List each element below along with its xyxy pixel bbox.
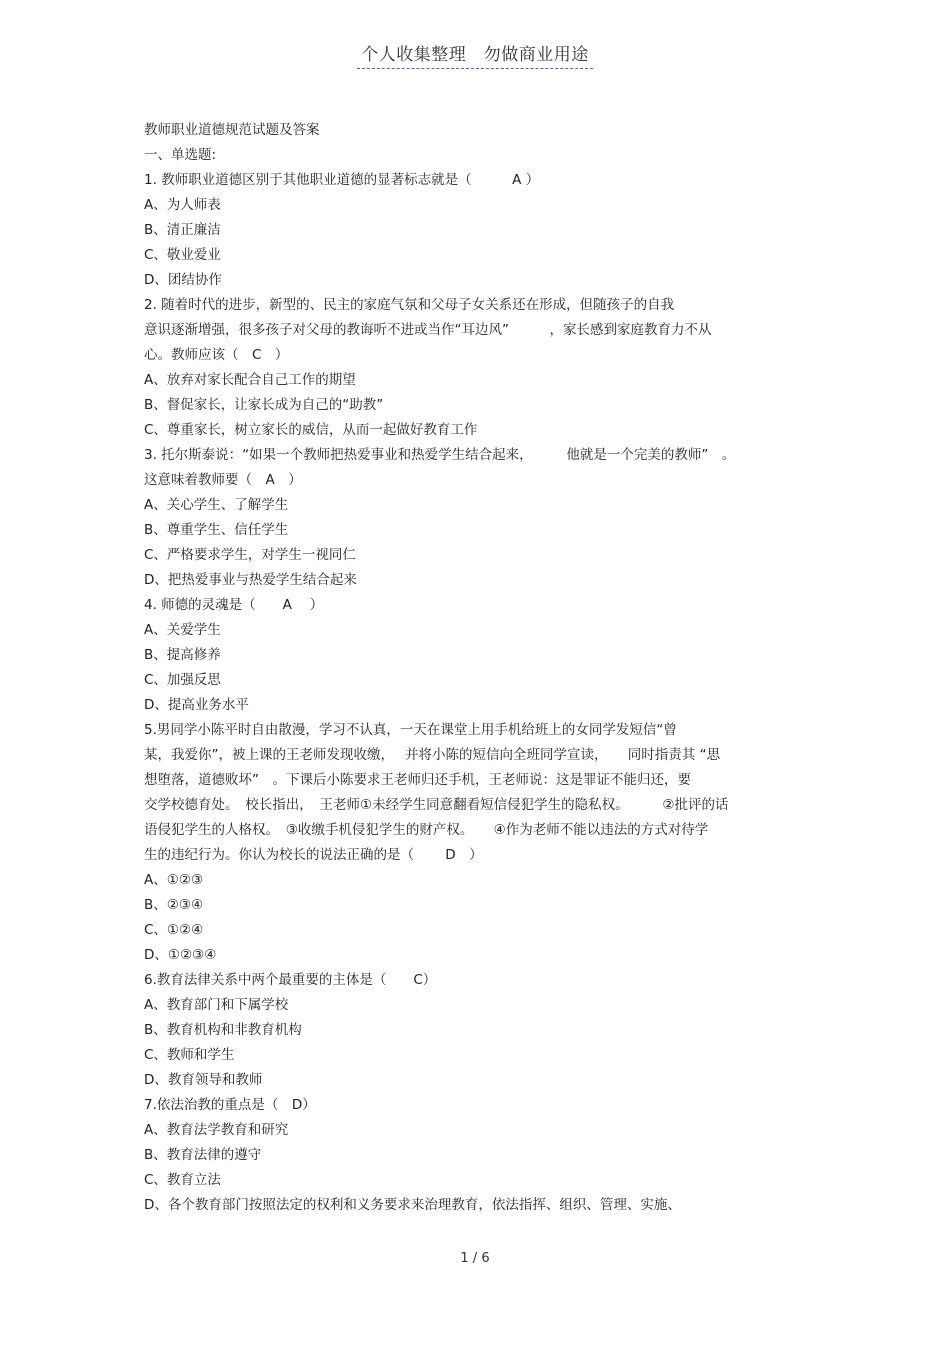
- document-body: [144, 118, 824, 1218]
- text-line: A、放弃对家长配合自己工作的期望: [144, 372, 356, 388]
- text-line: D、把热爱事业与热爱学生结合起来: [144, 572, 357, 588]
- text-line: D、各个教育部门按照法定的权利和义务要求来治理教育，依法指挥、组织、管理、实施、: [144, 1197, 681, 1213]
- text-line: A、关心学生、了解学生: [144, 497, 289, 513]
- text-line: B、清正廉洁: [144, 222, 221, 238]
- page-header: [0, 40, 950, 65]
- text-line: 3. 托尔斯泰说：“如果一个教师把热爱事业和热爱学生结合起来， 他就是一个完美的教师” 。: [144, 447, 736, 463]
- text-line: 语侵犯学生的人格权。 ③收缴手机侵犯学生的财产权。 ④作为老师不能以违法的方式对待学: [144, 822, 709, 838]
- text-line: C、教育立法: [144, 1172, 221, 1188]
- text-line: 7.依法治教的重点是（ D）: [144, 1097, 316, 1113]
- text-line: 6.教育法律关系中两个最重要的主体是（ C）: [144, 972, 437, 988]
- text-line: C、加强反思: [144, 672, 221, 688]
- text-line: 教师职业道德规范试题及答案: [144, 122, 320, 138]
- text-line: D、教育领导和教师: [144, 1072, 263, 1088]
- text-line: D、团结协作: [144, 272, 222, 288]
- text-line: 一、单选题:: [144, 147, 217, 163]
- text-line: C、严格要求学生，对学生一视同仁: [144, 547, 356, 563]
- text-line: C、①②④: [144, 922, 204, 938]
- text-line: 某，我爱你”，被上课的王老师发现收缴， 并将小陈的短信向全班同学宣读， 同时指责其 “思: [144, 747, 721, 763]
- text-line: B、尊重学生、信任学生: [144, 522, 289, 538]
- text-line: 交学校德育处。 校长指出， 王老师①未经学生同意翻看短信侵犯学生的隐私权。 ②批评的话: [144, 797, 729, 813]
- text-line: B、督促家长，让家长成为自己的“助教”: [144, 397, 384, 413]
- text-line: 生的违纪行为。你认为校长的说法正确的是（ D ）: [144, 847, 483, 863]
- text-line: A、为人师表: [144, 197, 221, 213]
- text-line: C、敬业爱业: [144, 247, 221, 263]
- text-line: 意识逐渐增强，很多孩子对父母的教诲听不进或当作“耳边风” ，家长感到家庭教育力不从: [144, 322, 712, 338]
- text-line: D、①②③④: [144, 947, 217, 963]
- text-line: 这意味着教师要（ A ）: [144, 472, 302, 488]
- text-line: A、①②③: [144, 872, 204, 888]
- text-line: C、尊重家长，树立家长的威信，从而一起做好教育工作: [144, 422, 478, 438]
- text-line: A、教育部门和下属学校: [144, 997, 289, 1013]
- text-line: B、教育机构和非教育机构: [144, 1022, 302, 1038]
- text-line: B、提高修养: [144, 647, 221, 663]
- text-line: A、教育法学教育和研究: [144, 1122, 289, 1138]
- page-number: 1 / 6: [460, 1251, 490, 1266]
- text-line: 心。教师应该（ C ）: [144, 347, 289, 363]
- text-line: 想堕落，道德败坏” 。下课后小陈要求王老师归还手机，王老师说：这是罪证不能归还，要: [144, 772, 691, 788]
- text-line: 5.男同学小陈平时自由散漫，学习不认真，一天在课堂上用手机给班上的女同学发短信“曾: [144, 722, 677, 738]
- text-line: B、教育法律的遵守: [144, 1147, 262, 1163]
- text-line: B、②③④: [144, 897, 204, 913]
- header-watermark-text: 个人收集整理 勿做商业用途: [357, 45, 593, 69]
- text-line: A、关爱学生: [144, 622, 221, 638]
- text-line: 4. 师德的灵魂是（ A ）: [144, 597, 324, 613]
- text-line: 1. 教师职业道德区别于其他职业道德的显著标志就是（ A ）: [144, 172, 540, 188]
- text-line: 2. 随着时代的进步，新型的、民主的家庭气氛和父母子女关系还在形成，但随孩子的自我: [144, 297, 675, 313]
- text-line: C、教师和学生: [144, 1047, 235, 1063]
- text-line: D、提高业务水平: [144, 697, 249, 713]
